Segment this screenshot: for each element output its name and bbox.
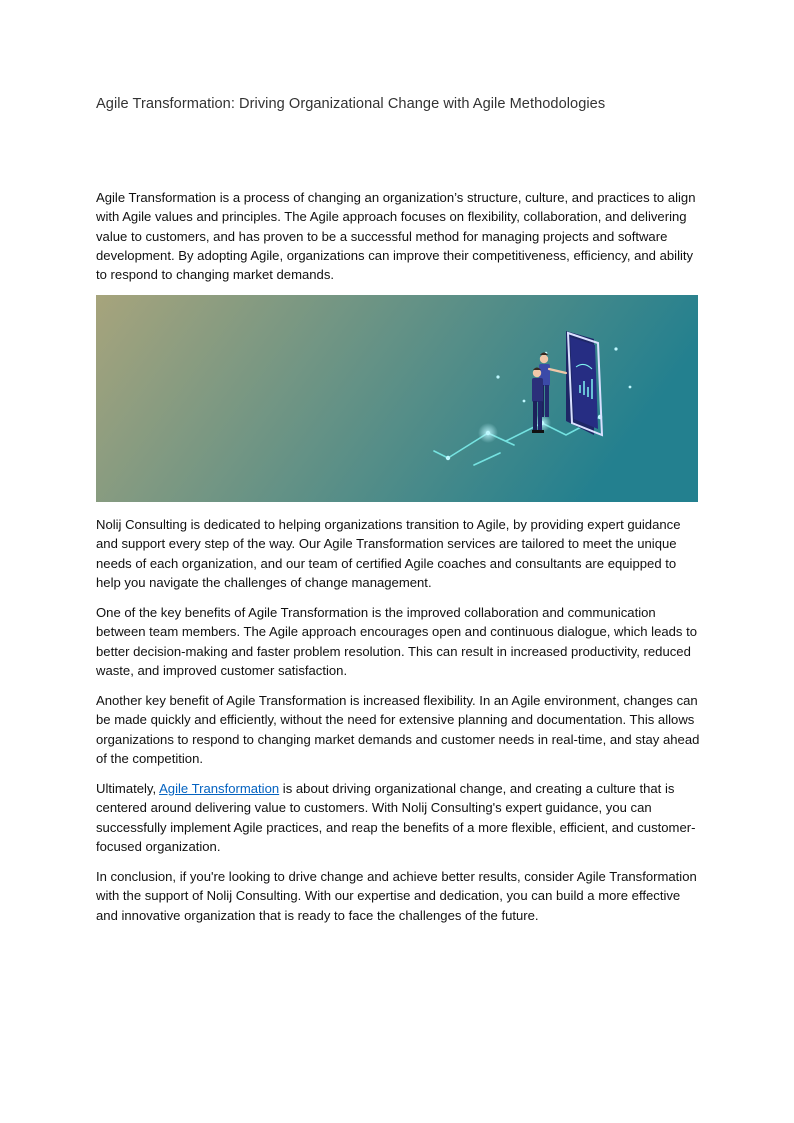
document-title: Agile Transformation: Driving Organizational Change with Agile Methodologies — [96, 96, 606, 112]
collaboration-paragraph: One of the key benefits of Agile Transformation is the improved collaboration and communication between team members. The Agile approach encourages open and continuous dialogue, which leads to better decision-making and faster problem resolution. This can result in increased productivity, reduced waste, and improved customer satisfaction. — [96, 605, 698, 678]
services-paragraph: Nolij Consulting is dedicated to helping organizations transition to Agile, by providing expert guidance and support every step of the way. Our Agile Transformation services are tailored to meet the unique needs of each organization, and our team of certified Agile coaches and consultants are equipped to help you navigate the challenges of change management. — [96, 517, 681, 590]
culture-text-after: is about driving organizational change, and creating a culture that is centered around delivering value to customers. With Nolij Consulting's expert guidance, you can successfully implement Agile practices, and reap the benefits of a more flexible, efficient, and customer-focused organization. — [96, 781, 696, 854]
agile-team-illustration-icon — [96, 295, 698, 502]
culture-paragraph — [96, 779, 700, 856]
agile-transformation-link[interactable]: Agile Transformation — [159, 781, 280, 796]
flexibility-paragraph: Another key benefit of Agile Transformation is increased flexibility. In an Agile environment, changes can be made quickly and efficiently, without the need for extensive planning and documentation. This allows organizations to respond to changing market demands and customer needs in real-time, and stay ahead of the competition. — [96, 693, 700, 766]
conclusion-paragraph: In conclusion, if you're looking to drive change and achieve better results, consider Agile Transformation with the support of Nolij Consulting. With our expertise and dedication, you can build a more effective and innovative organization that is ready to face the challenges of the future. — [96, 869, 697, 923]
hero-illustration — [96, 295, 698, 502]
intro-paragraph: Agile Transformation is a process of changing an organization’s structure, culture, and practices to align with Agile values and principles. The Agile approach focuses on flexibility, collaboration, and delivering value to customers, and has proven to be a successful method for managing projects and software development. By adopting Agile, organizations can improve their competitiveness, efficiency, and ability to respond to changing market demands. — [96, 190, 696, 283]
culture-text-before: Ultimately, — [96, 781, 160, 796]
